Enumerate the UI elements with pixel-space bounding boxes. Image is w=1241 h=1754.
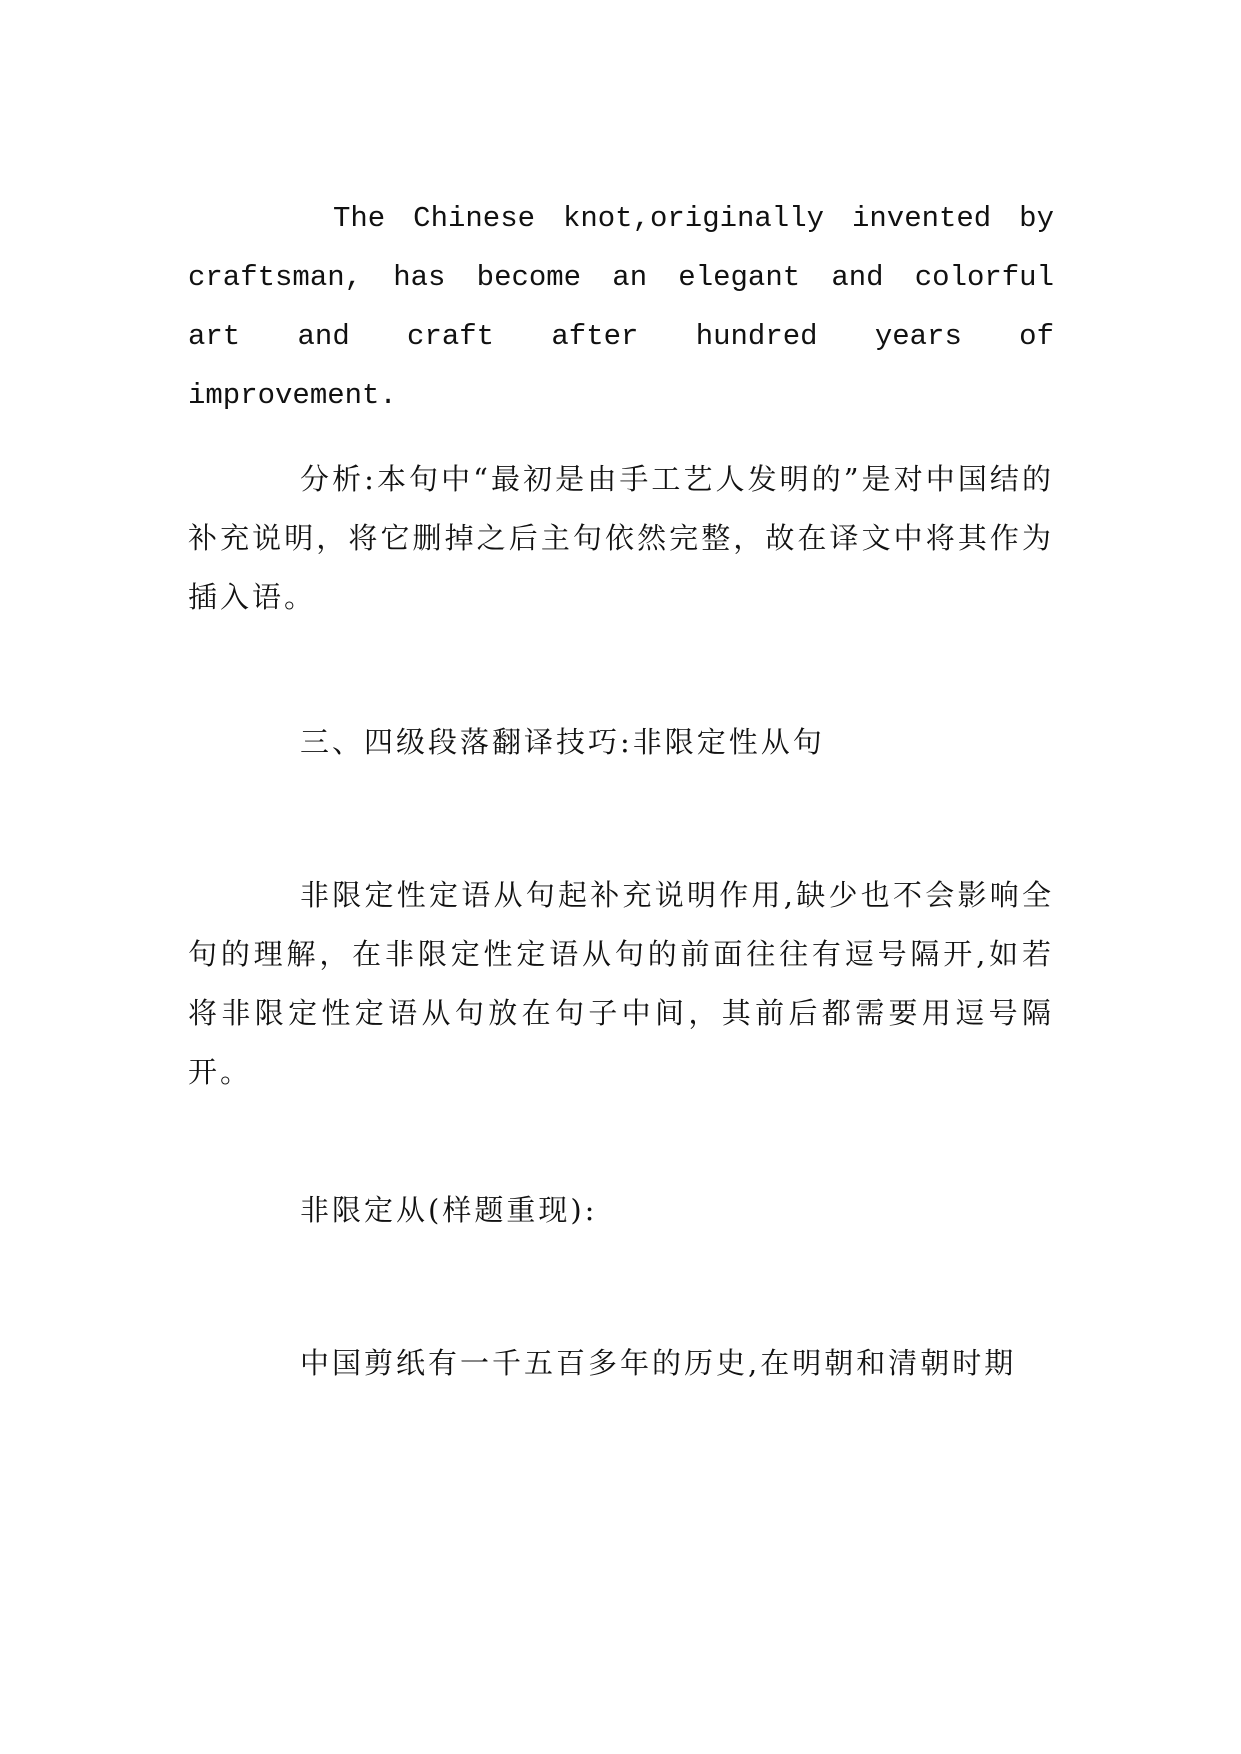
explanation-paragraph: 非限定性定语从句起补充说明作用,缺少也不会影响全句的理解，在非限定性定语从句的前面往往有逗号隔开,如若将非限定性定语从句放在句子中间，其前后都需要用逗号隔开。 bbox=[188, 878, 1054, 1089]
analysis-paragraph: 分析:本句中“最初是由手工艺人发明的”是对中国结的补充说明，将它删掉之后主句依然完整，故在译文中将其作为插入语。 bbox=[188, 462, 1054, 614]
sample-sentence-paragraph: 中国剪纸有一千五百多年的历史,在明朝和清朝时期 bbox=[300, 1346, 1017, 1380]
sample-label: 非限定从(样题重现): bbox=[300, 1193, 598, 1227]
english-example-paragraph: The Chinese knot,originally invented by craftsman, has become an elegant and colorful art and craft after hundred years of improvement. bbox=[188, 202, 1054, 412]
section-heading: 三、四级段落翻译技巧:非限定性从句 bbox=[300, 725, 825, 759]
